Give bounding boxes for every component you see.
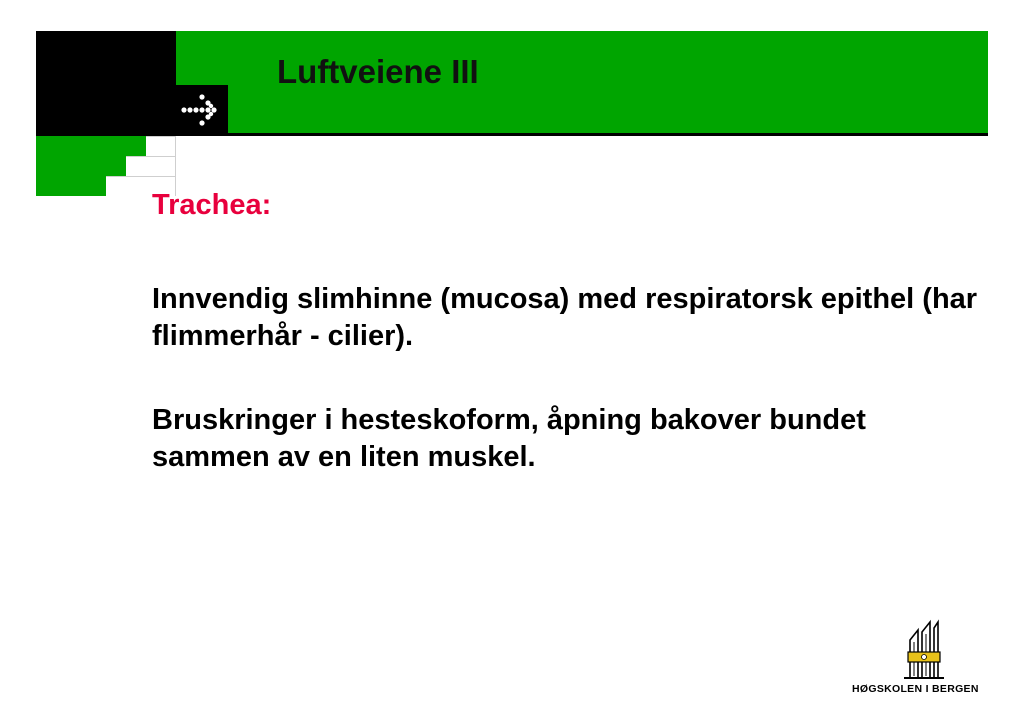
slide-subtitle: Trachea:: [152, 189, 272, 221]
dotted-arrow-icon: [178, 92, 224, 128]
decor-step-1: [36, 136, 146, 156]
paragraph-cartilage: Bruskringer i hesteskoform, åpning bakover bundet sammen av en liten muskel.: [152, 404, 866, 473]
header-black-block: [36, 31, 176, 133]
paragraph-mucosa: Innvendig slimhinne (mucosa) med respiratorsk epithel (har flimmerhår - cilier).: [152, 283, 978, 352]
institution-name: HØGSKOLEN I BERGEN: [852, 683, 979, 695]
slide-title: Luftveiene III: [277, 53, 479, 90]
header-rule: [36, 133, 988, 136]
decor-step-outline-2: [126, 156, 176, 176]
hib-building-logo-icon: [900, 618, 950, 680]
slide-content: [152, 188, 982, 523]
decor-step-2: [36, 156, 126, 176]
decor-step-3: [36, 176, 106, 196]
decor-step-outline-1: [146, 136, 176, 156]
